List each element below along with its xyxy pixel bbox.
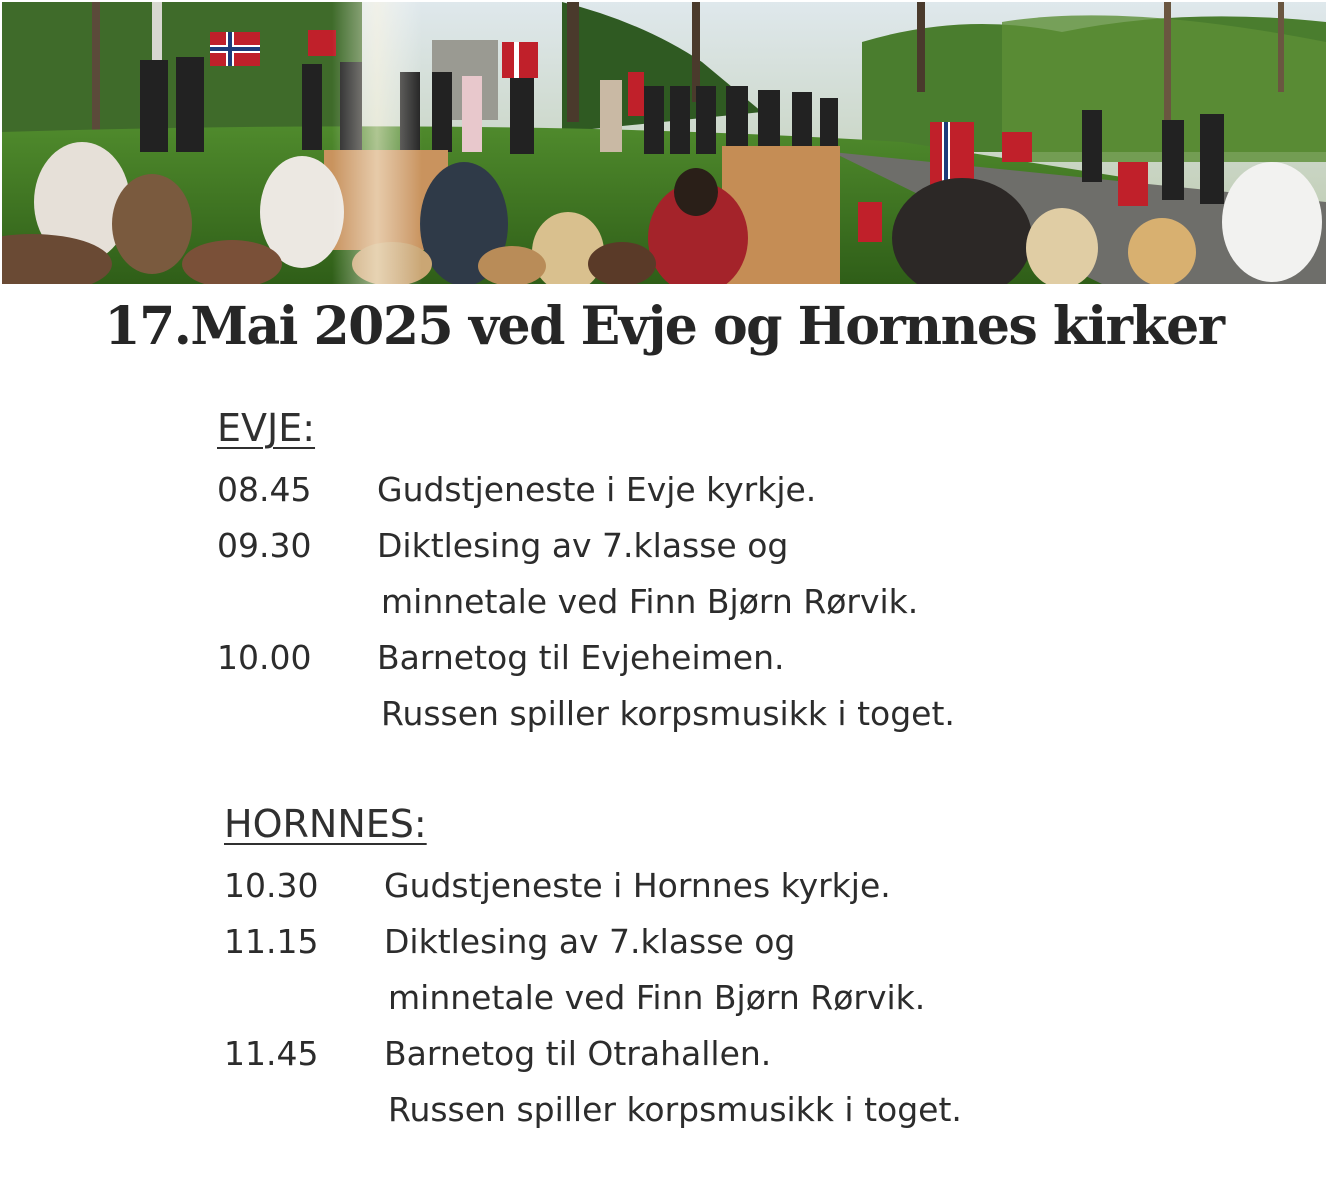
event-text: Diktlesing av 7.klasse og bbox=[377, 526, 789, 565]
schedule-row bbox=[217, 462, 955, 518]
schedule-row-continuation: Russen spiller korpsmusikk i toget. bbox=[388, 1090, 962, 1129]
section-heading: EVJE: bbox=[217, 406, 316, 450]
event-time: 10.00 bbox=[217, 638, 312, 677]
event-time: 11.45 bbox=[224, 1034, 319, 1073]
schedule-row bbox=[217, 518, 955, 574]
event-text: Barnetog til Evjeheimen. bbox=[377, 638, 785, 677]
schedule-row bbox=[224, 858, 962, 914]
event-time: 10.30 bbox=[224, 866, 319, 905]
event-text: Gudstjeneste i Evje kyrkje. bbox=[377, 470, 817, 509]
celebration-photo-icon bbox=[2, 2, 1326, 284]
page-title: 17.Mai 2025 ved Evje og Hornnes kirker bbox=[104, 296, 1224, 357]
event-text: Barnetog til Otrahallen. bbox=[384, 1034, 772, 1073]
section-heading: HORNNES: bbox=[224, 802, 427, 846]
schedule-row bbox=[217, 630, 955, 686]
event-time: 11.15 bbox=[224, 922, 319, 961]
section-hornnes bbox=[224, 798, 962, 1138]
schedule-row-continuation: Russen spiller korpsmusikk i toget. bbox=[381, 694, 955, 733]
event-time: 09.30 bbox=[217, 526, 312, 565]
event-text: Gudstjeneste i Hornnes kyrkje. bbox=[384, 866, 891, 905]
schedule-row-continuation: minnetale ved Finn Bjørn Rørvik. bbox=[388, 978, 926, 1017]
event-text: Diktlesing av 7.klasse og bbox=[384, 922, 796, 961]
schedule-row bbox=[224, 1026, 962, 1082]
schedule-row-continuation: minnetale ved Finn Bjørn Rørvik. bbox=[381, 582, 919, 621]
header-photo bbox=[2, 2, 1326, 284]
section-evje bbox=[217, 402, 955, 742]
event-time: 08.45 bbox=[217, 470, 312, 509]
schedule-row bbox=[224, 914, 962, 970]
